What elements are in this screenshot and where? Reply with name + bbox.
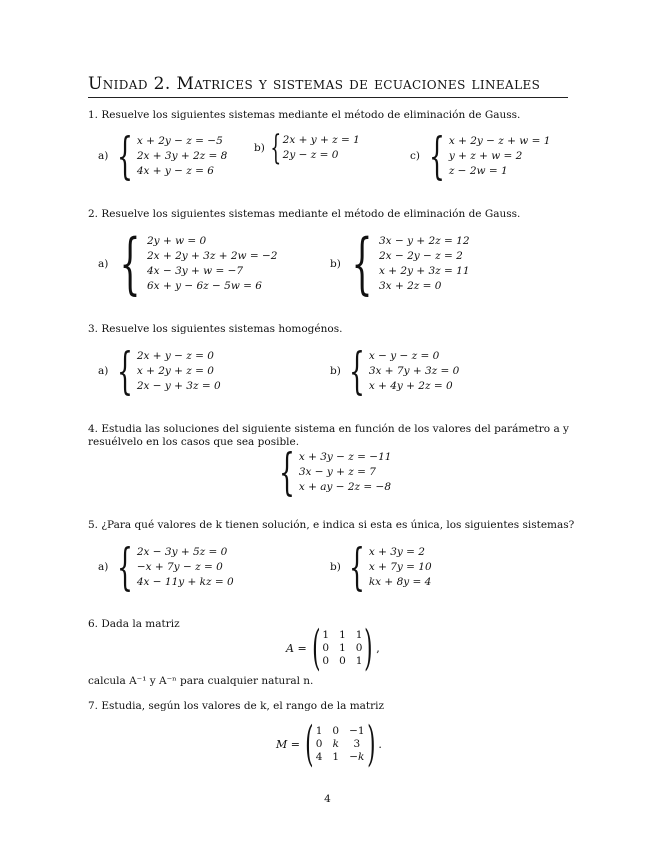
matrix-cell: 1 bbox=[355, 654, 363, 667]
system-label: b) bbox=[330, 258, 341, 270]
system-label: a) bbox=[98, 365, 109, 377]
equation: 2y − z = 0 bbox=[282, 149, 339, 161]
problem-3b-system bbox=[330, 342, 460, 400]
equation: x + 2y − z = −5 bbox=[136, 134, 223, 147]
left-brace: { bbox=[278, 443, 295, 501]
system-label: a) bbox=[98, 150, 109, 162]
matrix-cell: 0 bbox=[355, 641, 363, 654]
equation: x + 2y − z + w = 1 bbox=[448, 134, 551, 147]
left-paren: ( bbox=[305, 716, 314, 772]
equation: x + 7y = 10 bbox=[368, 560, 432, 573]
left-brace: { bbox=[116, 538, 133, 596]
problem-4-system bbox=[276, 443, 392, 501]
right-paren: ) bbox=[364, 620, 374, 676]
equation: z − 2w = 1 bbox=[448, 164, 508, 177]
right-paren: ) bbox=[366, 716, 376, 772]
matrix-cell: 1 bbox=[332, 750, 340, 763]
problem-7-prompt: 7. Estudia, según los valores de k, el rango de la matriz bbox=[88, 700, 385, 712]
left-brace: { bbox=[119, 225, 141, 302]
left-brace: { bbox=[348, 538, 365, 596]
matrix-cell: 0 bbox=[322, 641, 330, 654]
left-brace: { bbox=[116, 127, 133, 185]
matrix-cell: 0 bbox=[332, 724, 340, 737]
equation: 4x − 11y + kz = 0 bbox=[136, 575, 234, 588]
system-label: c) bbox=[410, 150, 420, 162]
matrix-cell: 1 bbox=[355, 628, 363, 641]
equation: x + 4y + 2z = 0 bbox=[368, 379, 453, 392]
matrix-m-display bbox=[276, 716, 382, 772]
equation: −x + 7y − z = 0 bbox=[136, 560, 223, 573]
problem-4-prompt: 4. Estudia las soluciones del siguiente sistema en función de los valores del parámetro a y resuélvelo en los casos que sea posible. bbox=[88, 423, 569, 448]
system-label: b) bbox=[254, 142, 265, 154]
problem-3a-system bbox=[98, 342, 221, 400]
problem-5b-system bbox=[330, 538, 432, 596]
system-label: a) bbox=[98, 258, 109, 270]
matrix-cell: 4 bbox=[315, 750, 323, 763]
system-label: b) bbox=[330, 365, 341, 377]
problem-5a-system bbox=[98, 538, 234, 596]
matrix-cell: 0 bbox=[339, 654, 346, 667]
matrix-cell: −k bbox=[349, 750, 365, 763]
title-rule bbox=[88, 97, 568, 98]
equation: 4x − 3y + w = −7 bbox=[147, 265, 244, 277]
equation: 2x − 3y + 5z = 0 bbox=[136, 545, 228, 558]
equation: x + 3y − z = −11 bbox=[298, 450, 392, 463]
problem-1a-system bbox=[98, 127, 228, 185]
problem-6-prompt: 6. Dada la matriz bbox=[88, 618, 180, 630]
problem-1c-system bbox=[410, 127, 551, 185]
equation: y + z + w = 2 bbox=[448, 149, 523, 162]
left-paren: ( bbox=[311, 620, 321, 676]
matrix-lhs: A = bbox=[286, 641, 307, 655]
problem-1-prompt: 1. Resuelve los siguientes sistemas mediante el método de eliminación de Gauss. bbox=[88, 109, 521, 121]
matrix-cell: 1 bbox=[322, 628, 330, 641]
equation: x − y − z = 0 bbox=[368, 349, 440, 362]
problem-5-prompt: 5. ¿Para qué valores de k tienen solución, e indica si esta es única, los siguientes sistemas? bbox=[88, 519, 575, 531]
matrix-a bbox=[317, 629, 367, 668]
matrix-cell: k bbox=[332, 737, 339, 750]
equation: 2x + 3y + 2z = 8 bbox=[136, 149, 228, 162]
left-brace: { bbox=[351, 225, 373, 302]
matrix-cell: 3 bbox=[353, 737, 361, 750]
matrix-cell: 0 bbox=[315, 737, 323, 750]
system-label: b) bbox=[330, 561, 341, 573]
equation: 3x − y + 2z = 12 bbox=[379, 235, 470, 247]
equation: x + ay − 2z = −8 bbox=[298, 480, 392, 493]
left-brace: { bbox=[428, 127, 445, 185]
matrix-trailing-punct: . bbox=[378, 737, 382, 751]
matrix-a-display bbox=[286, 620, 380, 676]
matrix-cell: 1 bbox=[315, 724, 323, 737]
problem-2a-system bbox=[98, 225, 278, 302]
problem-1b-system bbox=[254, 128, 360, 168]
equation: 3x + 2z = 0 bbox=[379, 280, 442, 292]
equation: x + 3y = 2 bbox=[368, 545, 425, 558]
problem-3-prompt: 3. Resuelve los siguientes sistemas homogénos. bbox=[88, 323, 343, 335]
matrix-lhs: M = bbox=[276, 737, 300, 751]
matrix-cell: −1 bbox=[349, 724, 365, 737]
equation: 3x + 7y + 3z = 0 bbox=[368, 364, 460, 377]
equation: 2x − 2y − z = 2 bbox=[379, 250, 463, 262]
equation: 3x − y + z = 7 bbox=[298, 465, 376, 478]
left-brace: { bbox=[270, 128, 282, 168]
equation: 6x + y − 6z − 5w = 6 bbox=[147, 280, 262, 292]
equation: 2x + y + z = 1 bbox=[282, 134, 360, 146]
matrix-m bbox=[311, 725, 370, 764]
equation: x + 2y + z = 0 bbox=[136, 364, 214, 377]
matrix-trailing-punct: , bbox=[376, 641, 380, 655]
left-brace: { bbox=[348, 342, 365, 400]
equation: 4x + y − z = 6 bbox=[136, 164, 214, 177]
matrix-cell: 1 bbox=[339, 641, 346, 654]
matrix-cell: 1 bbox=[339, 628, 346, 641]
equation: 2x − y + 3z = 0 bbox=[136, 379, 221, 392]
page-number: 4 bbox=[324, 793, 331, 805]
left-brace: { bbox=[116, 342, 133, 400]
system-label: a) bbox=[98, 561, 109, 573]
page-title: Unidad 2. Matrices y sistemas de ecuaciones lineales bbox=[88, 74, 541, 94]
matrix-cell: 0 bbox=[322, 654, 330, 667]
equation: 2x + y − z = 0 bbox=[136, 349, 214, 362]
equation: kx + 8y = 4 bbox=[368, 575, 432, 588]
equation: 2x + 2y + 3z + 2w = −2 bbox=[147, 250, 278, 262]
problem-6-followup: calcula A⁻¹ y A⁻ⁿ para cualquier natural n. bbox=[88, 675, 314, 687]
equation: x + 2y + 3z = 11 bbox=[379, 265, 470, 277]
problem-2b-system bbox=[330, 225, 470, 302]
equation: 2y + w = 0 bbox=[147, 235, 207, 247]
problem-2-prompt: 2. Resuelve los siguientes sistemas mediante el método de eliminación de Gauss. bbox=[88, 208, 521, 220]
